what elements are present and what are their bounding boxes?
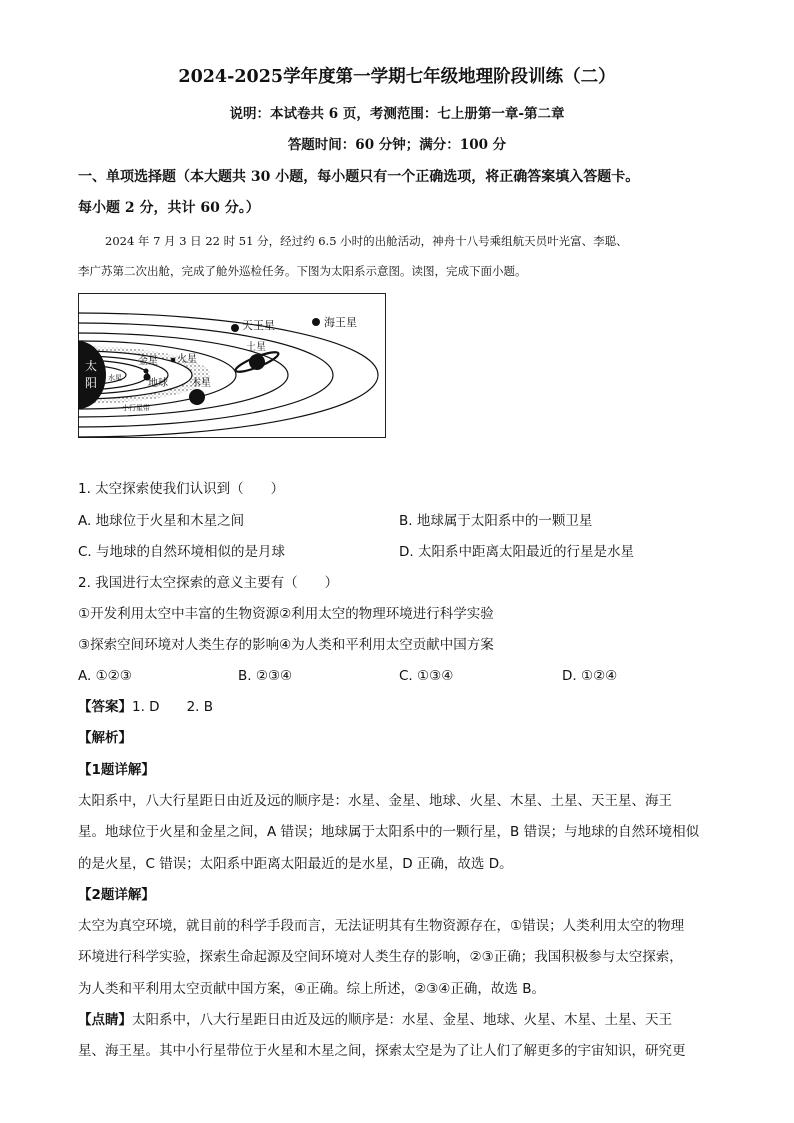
neptune-marker <box>312 318 320 326</box>
q1-option-a[interactable]: A. 地球位于火星和木星之间 <box>78 513 245 529</box>
detail-2-line1: 太空为真空环境，就目前的科学手段而言，无法证明其有生物资源存在，①错误；人类利用太空的物理 <box>78 918 685 934</box>
detail-1-label: 【1题详解】 <box>78 762 155 778</box>
analysis-label: 【解析】 <box>78 730 132 746</box>
q1-option-c[interactable]: C. 与地球的自然环境相似的是月球 <box>78 544 286 560</box>
passage-line2: 李广苏第二次出舱，完成了舱外巡检任务。下图为太阳系示意图。读图，完成下面小题。 <box>78 264 527 278</box>
venus-marker <box>144 369 149 374</box>
answer-text: 1. D 2. B <box>132 699 213 715</box>
saturn-marker <box>249 354 265 370</box>
uranus-label: 天王星 <box>242 319 275 332</box>
q2-stem: 2. 我国进行太空探索的意义主要有（ ） <box>78 575 339 591</box>
neptune-label: 海王星 <box>324 316 357 329</box>
sun-label-1: 太 <box>85 359 98 373</box>
q2-option-b[interactable]: B. ②③④ <box>238 668 293 684</box>
exam-note: 说明：本试卷共 6 页，考测范围：七上册第一章-第二章 <box>229 106 565 122</box>
uranus-marker <box>231 324 239 332</box>
mars-marker <box>171 358 176 363</box>
q2-option-c[interactable]: C. ①③④ <box>399 668 454 684</box>
detail-2-label: 【2题详解】 <box>78 887 155 903</box>
solar-system-figure <box>78 293 386 438</box>
jupiter-label: 木星 <box>191 378 211 389</box>
mercury-label: 水星 <box>108 374 122 382</box>
exam-time: 答题时间：60 分钟；满分：100 分 <box>287 137 507 153</box>
asteroid-belt-label: 小行星带 <box>122 404 150 412</box>
detail-1-line1: 太阳系中，八大行星距日由近及远的顺序是：水星、金星、地球、火星、木星、土星、天王星、海王 <box>78 793 672 809</box>
detail-1-line3: 的是火星，C 错误；太阳系中距离太阳最近的是水星，D 正确，故选 D。 <box>78 856 513 872</box>
section-heading-line1: 一、单项选择题（本大题共 30 小题，每小题只有一个正确选项，将正确答案填入答题卡。 <box>78 169 640 185</box>
q1-option-d[interactable]: D. 太阳系中距离太阳最近的行星是水星 <box>399 544 634 560</box>
q2-option-a[interactable]: A. ①②③ <box>78 668 132 684</box>
tip-label: 【点睛】 <box>78 1012 132 1028</box>
q2-statement-2: ③探索空间环境对人类生存的影响④为人类和平利用太空贡献中国方案 <box>78 637 494 653</box>
earth-label: 地球 <box>148 378 168 389</box>
saturn-label: 土星 <box>246 342 266 353</box>
tip-line1: 太阳系中，八大行星距日由近及远的顺序是：水星、金星、地球、火星、木星、土星、天王 <box>132 1012 672 1028</box>
passage-line1: 2024 年 7 月 3 日 22 时 51 分，经过约 6.5 小时的出舱活动，神舟十八号乘组航天员叶光富、李聪、 <box>105 234 628 248</box>
section-heading-line2: 每小题 2 分，共计 60 分。） <box>78 200 260 216</box>
q2-option-d[interactable]: D. ①②④ <box>562 668 618 684</box>
jupiter-marker <box>189 389 205 405</box>
answer-row <box>78 698 213 716</box>
sun-label-2: 阳 <box>85 376 98 390</box>
venus-label: 金星 <box>138 356 158 367</box>
tip-line2: 星、海王星。其中小行星带位于火星和木星之间，探索太空是为了让人们了解更多的宇宙知识，研究更 <box>78 1043 686 1059</box>
tip-row <box>78 1011 672 1029</box>
mars-label: 火星 <box>177 354 197 365</box>
detail-2-line3: 为人类和平利用太空贡献中国方案，④正确。综上所述，②③④正确，故选 B。 <box>78 981 545 997</box>
answer-label: 【答案】 <box>78 699 132 715</box>
q1-option-b[interactable]: B. 地球属于太阳系中的一颗卫星 <box>399 513 593 529</box>
detail-2-line2: 环境进行科学实验，探索生命起源及空间环境对人类生存的影响，②③正确；我国积极参与太空探索， <box>78 949 683 965</box>
q2-statement-1: ①开发利用太空中丰富的生物资源②利用太空的物理环境进行科学实验 <box>78 606 494 622</box>
detail-1-line2: 星。地球位于火星和金星之间，A 错误；地球属于太阳系中的一颗行星，B 错误；与地球的自然环境相似 <box>78 824 700 840</box>
q1-stem: 1. 太空探索使我们认识到（ ） <box>78 481 285 497</box>
solar-system-diagram <box>78 293 386 438</box>
page-title: 2024-2025学年度第一学期七年级地理阶段训练（二） <box>178 67 616 87</box>
